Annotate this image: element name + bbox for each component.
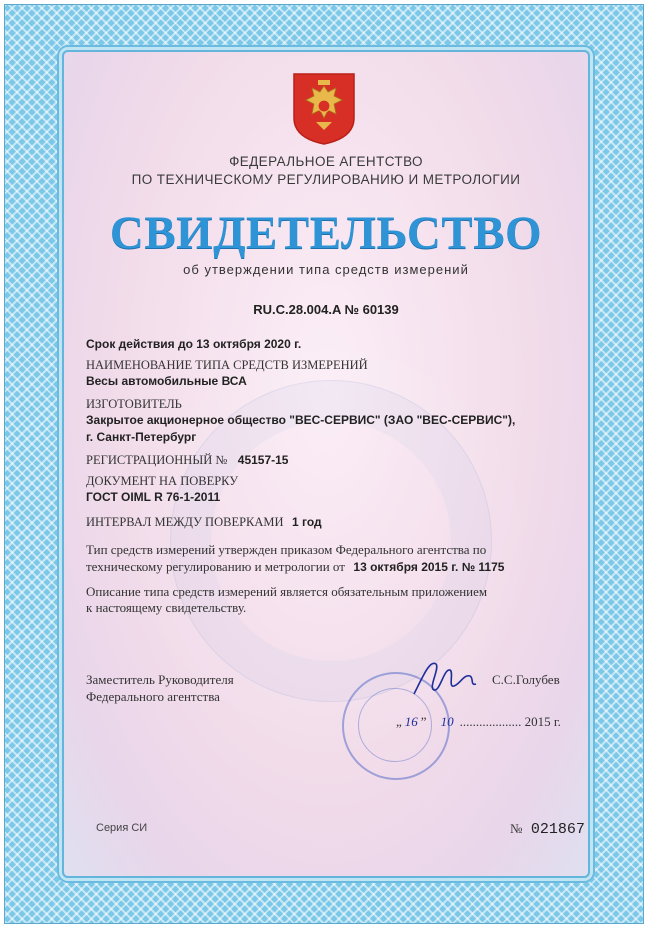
validity-text: Срок действия до 13 октября 2020 г. [86, 337, 302, 351]
date-open: „ [396, 714, 402, 729]
serial-row [510, 820, 585, 838]
interval-value: 1 год [292, 515, 322, 529]
coat-of-arms-icon [292, 72, 356, 146]
agency-line-2: ПО ТЕХНИЧЕСКОМУ РЕГУЛИРОВАНИЮ И МЕТРОЛОГИИ [131, 172, 521, 187]
agency-line-1: ФЕДЕРАЛЬНОЕ АГЕНТСТВО [229, 154, 423, 169]
date-day: 16 [404, 714, 418, 729]
description-line-1: Описание типа средств измерений является обязательным приложением [86, 584, 488, 599]
manufacturer-line-2: г. Санкт-Петербург [86, 430, 197, 444]
signature-icon [410, 654, 480, 704]
serial-number: 021867 [530, 821, 585, 838]
signing-date [396, 714, 561, 730]
registration-value: 45157-15 [237, 453, 289, 467]
description-line-2: к настоящему свидетельству. [86, 600, 247, 615]
type-caption: НАИМЕНОВАНИЕ ТИПА СРЕДСТВ ИЗМЕРЕНИЙ [86, 358, 368, 372]
serial-label: № [510, 821, 523, 836]
manufacturer-line-1: Закрытое акционерное общество "ВЕС-СЕРВИС" (ЗАО "ВЕС-СЕРВИС"), [86, 413, 516, 427]
signatory-title-2: Федерального агентства [86, 689, 220, 704]
signatory-name: С.С.Голубев [492, 672, 560, 687]
manufacturer-caption: ИЗГОТОВИТЕЛЬ [86, 397, 182, 411]
certificate-title: СВИДЕТЕЛЬСТВО [109, 207, 543, 259]
approval-text: техническому регулированию и метрологии от [86, 559, 345, 574]
interval-caption: ИНТЕРВАЛ МЕЖДУ ПОВЕРКАМИ [86, 515, 284, 529]
approval-line-2 [86, 558, 504, 576]
date-mid: ” [420, 714, 427, 729]
type-value: Весы автомобильные ВСА [86, 374, 247, 388]
interval-row [86, 513, 322, 531]
certificate-subtitle: об утверждении типа средств измерений [183, 262, 469, 277]
registration-caption: РЕГИСТРАЦИОННЫЙ № [86, 453, 228, 467]
approval-order: 13 октября 2015 г. № 1175 [353, 560, 505, 574]
series-label: Серия СИ [96, 822, 148, 834]
document-caption: ДОКУМЕНТ НА ПОВЕРКУ [86, 474, 239, 488]
signatory-title-1: Заместитель Руководителя [86, 672, 234, 687]
registration-row [86, 451, 288, 469]
approval-line-1: Тип средств измерений утвержден приказом Федерального агентства по [86, 542, 487, 557]
certificate-number: RU.C.28.004.A № 60139 [253, 302, 399, 317]
date-tail: ................... 2015 г. [459, 714, 561, 729]
document-value: ГОСТ OIML R 76-1-2011 [86, 490, 221, 504]
date-month: 10 [440, 714, 454, 729]
